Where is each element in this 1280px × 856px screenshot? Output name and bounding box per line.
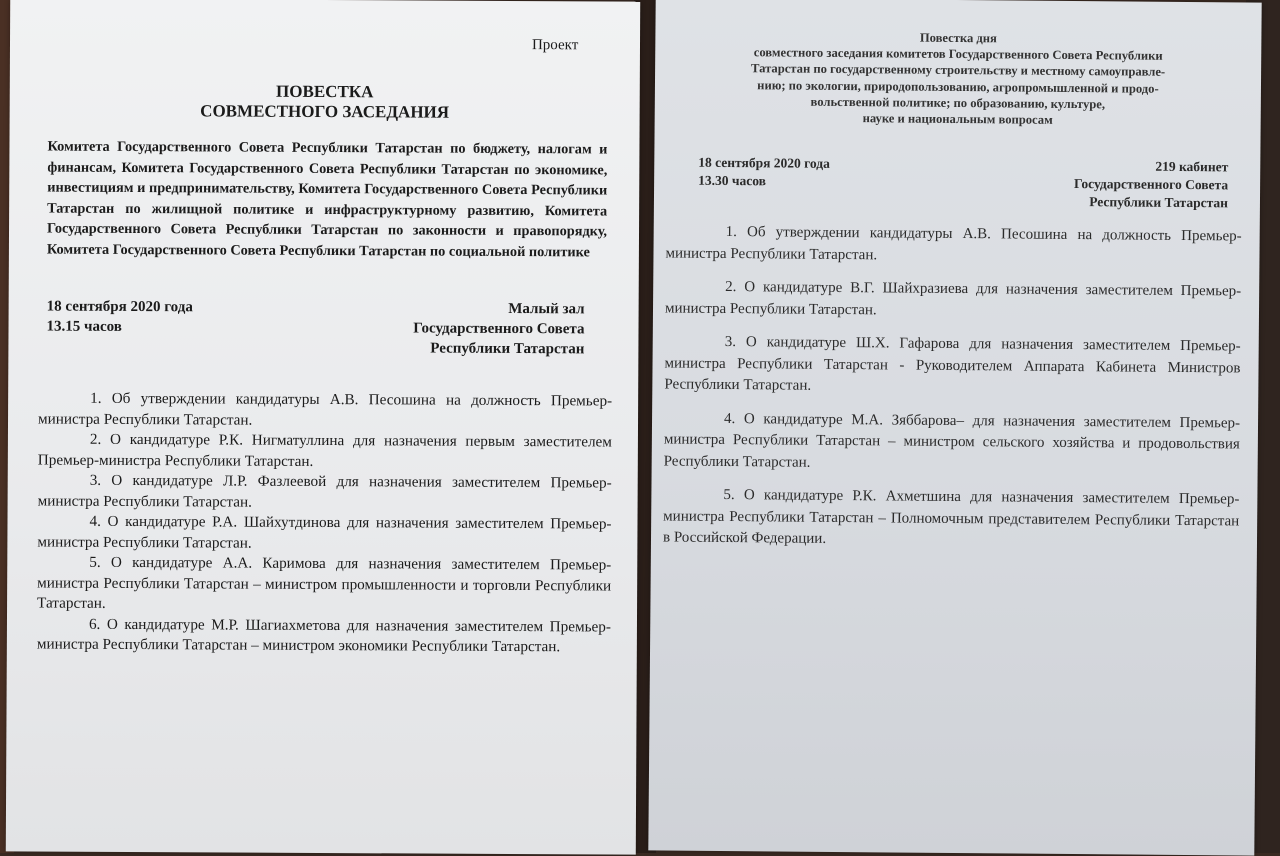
right-agenda-list <box>663 221 1242 566</box>
right-title-line-3: Татарстан по государственному строительству и местному самоуправле- <box>750 61 1166 80</box>
left-place-line-2: Государственного Совета <box>413 320 585 338</box>
left-agenda-item: 2. О кандидатуре Р.К. Нигматуллина для назначения первым заместителем Премьер-министра Республики Татарстан. <box>37 430 612 470</box>
right-place-line-2: Государственного Совета <box>1073 176 1229 193</box>
draft-label: Проект <box>531 37 579 54</box>
right-agenda-item: 5. О кандидатуре Р.К. Ахметшина для назначения заместителем Премьер-министра Республики Татарстан – Полномочным представителем Республики Татарстан в Российской Федерации. <box>662 486 1240 547</box>
left-place-line-3: Республики Татарстан <box>430 340 585 358</box>
right-page-title <box>655 27 1262 130</box>
left-title-line-2: СОВМЕСТНОГО ЗАСЕДАНИЯ <box>200 101 450 122</box>
left-agenda-item: 6. О кандидатуре М.Р. Шагиахметова для назначения заместителем Премьер-министра Республики Татарстан – министром экономики Республики Татарстан. <box>36 615 612 656</box>
right-agenda-item: 3. О кандидатуре Ш.Х. Гафарова для назначения заместителем Премьер-министра Республики Татарстан - Руководителем Аппарата Кабинета Министров Республики Татарстан. <box>664 333 1241 394</box>
left-page-title <box>10 80 640 123</box>
right-title-line-6: науке и национальным вопросам <box>862 111 1053 127</box>
right-date-time <box>698 154 830 191</box>
right-time: 13.30 часов <box>698 172 767 189</box>
left-agenda-item: 4. О кандидатуре Р.А. Шайхутдинова для назначения заместителем Премьер-министра Республики Татарстан. <box>37 512 612 552</box>
left-document-page <box>6 0 640 855</box>
right-title-line-4: нию; по экологии, природопользованию, агропромышленной и продо- <box>757 77 1159 96</box>
right-title-line-1: Повестка дня <box>919 30 997 46</box>
right-title-line-5: вольственной политике; по образованию, культуре, <box>810 94 1106 112</box>
left-agenda-list <box>37 389 612 659</box>
right-place-line-1: 219 кабинет <box>1155 158 1229 175</box>
right-place-line-3: Республики Татарстан <box>1089 194 1229 211</box>
right-place <box>984 156 1228 212</box>
left-place <box>338 298 584 359</box>
left-agenda-item: 5. О кандидатуре А.А. Каримова для назначения заместителем Премьер-министра Республики Татарстан – министром промышленности и торговли Республики Татарстан. <box>37 553 612 612</box>
right-agenda-item: 2. О кандидатуре В.Г. Шайхразиева для назначения заместителем Премьер-министра Республики Татарстан. <box>664 278 1242 318</box>
right-document-page <box>648 0 1261 856</box>
right-title-line-2: совместного заседания комитетов Государственного Совета Республики <box>753 45 1163 64</box>
left-agenda-item: 3. О кандидатуре Л.Р. Фазлеевой для назначения заместителем Премьер-министра Республики Татарстан. <box>37 471 612 511</box>
right-agenda-item: 4. О кандидатуре М.А. Зяббарова– для назначения заместителем Премьер-министра Республики Татарстан – министром сельского хозяйства и продовольствия Республики Татарстан. <box>663 410 1241 471</box>
left-title-line-1: ПОВЕСТКА <box>276 81 374 102</box>
left-date-time <box>46 297 192 338</box>
left-date: 18 сентября 2020 года <box>46 298 193 316</box>
right-agenda-item: 1. Об утверждении кандидатуры А.В. Песошина на должность Премьер-министра Республики Татарстан. <box>665 223 1242 263</box>
left-agenda-item: 1. Об утверждении кандидатуры А.В. Песошина на должность Премьер-министра Республики Татарстан. <box>37 389 613 429</box>
right-date: 18 сентября 2020 года <box>698 154 830 171</box>
left-place-line-1: Малый зал <box>508 300 585 318</box>
left-time: 13.15 часов <box>46 318 122 335</box>
left-committees-heading: Комитета Государственного Совета Республики Татарстан по бюджету, налогам и финансам, Комитета Государственного Совета Республики Татарстан по экономике, инвестициям и предпринимательству, Комитета Государственного Совета Республики Татарстан по жилищной политике и инфраструктурному развитию, Комитета Государственного Совета Республики Татарстан по законности и правопорядку, Комитета Государственного Совета Республики Татарстан по социальной политике <box>46 138 608 260</box>
